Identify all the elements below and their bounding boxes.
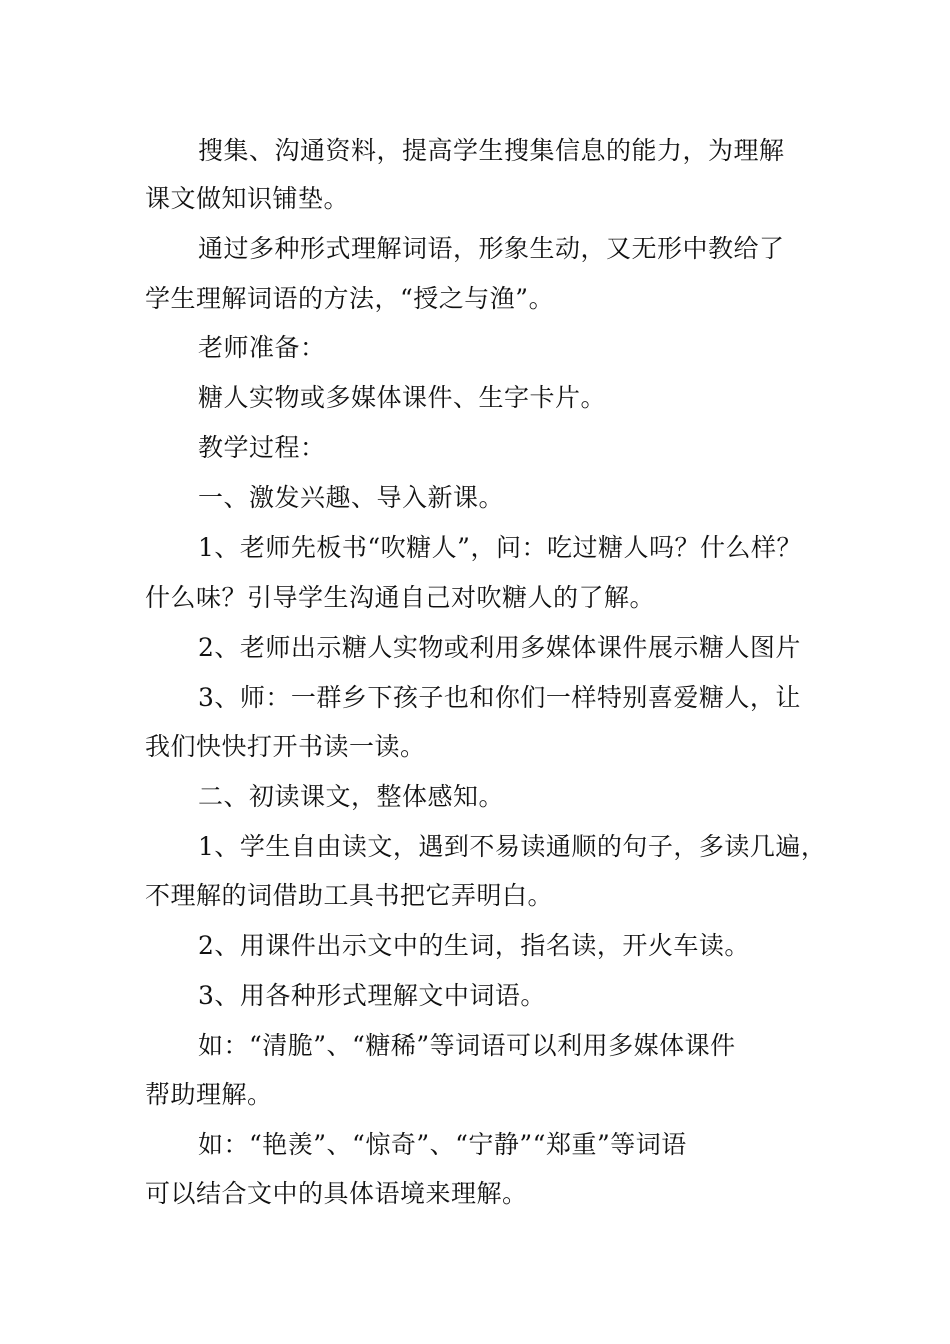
paragraph-line: 2、用课件出示文中的生词，指名读，开火车读。 [198, 931, 750, 960]
paragraph-line: 1、学生自由读文，遇到不易读通顺的句子，多读几遍， [198, 832, 827, 861]
paragraph-line: 3、用各种形式理解文中词语。 [198, 981, 546, 1010]
paragraph-line: 3、师：一群乡下孩子也和你们一样特别喜爱糖人，让 [198, 683, 801, 712]
paragraph-line: 我们快快打开书读一读。 [145, 732, 426, 761]
paragraph-line: 帮助理解。 [145, 1080, 273, 1109]
section-heading: 二、初读课文，整体感知。 [198, 782, 505, 811]
section-heading: 教学过程： [198, 433, 326, 462]
section-heading: 老师准备： [198, 333, 326, 362]
paragraph-line: 搜集、沟通资料，提高学生搜集信息的能力，为理解 [198, 136, 785, 165]
paragraph-line: 不理解的词借助工具书把它弄明白。 [145, 881, 554, 910]
paragraph-line: 学生理解词语的方法，“授之与渔”。 [145, 284, 555, 313]
paragraph-line: 可以结合文中的具体语境来理解。 [145, 1179, 528, 1208]
paragraph-line: 通过多种形式理解词语，形象生动，又无形中教给了 [198, 234, 785, 263]
paragraph-line: 如：“清脆”、“糖稀”等词语可以利用多媒体课件 [198, 1031, 736, 1060]
paragraph-line: 什么味？引导学生沟通自己对吹糖人的了解。 [145, 583, 656, 612]
paragraph-line: 糖人实物或多媒体课件、生字卡片。 [198, 383, 607, 412]
paragraph-line: 1、老师先板书“吹糖人”，问：吃过糖人吗？什么样？ [198, 533, 802, 562]
section-heading: 一、激发兴趣、导入新课。 [198, 483, 505, 512]
paragraph-line: 2、老师出示糖人实物或利用多媒体课件展示糖人图片 [198, 633, 801, 662]
paragraph-line: 如：“艳羡”、“惊奇”、“宁静”“郑重”等词语 [198, 1130, 687, 1159]
paragraph-line: 课文做知识铺垫。 [145, 184, 350, 213]
